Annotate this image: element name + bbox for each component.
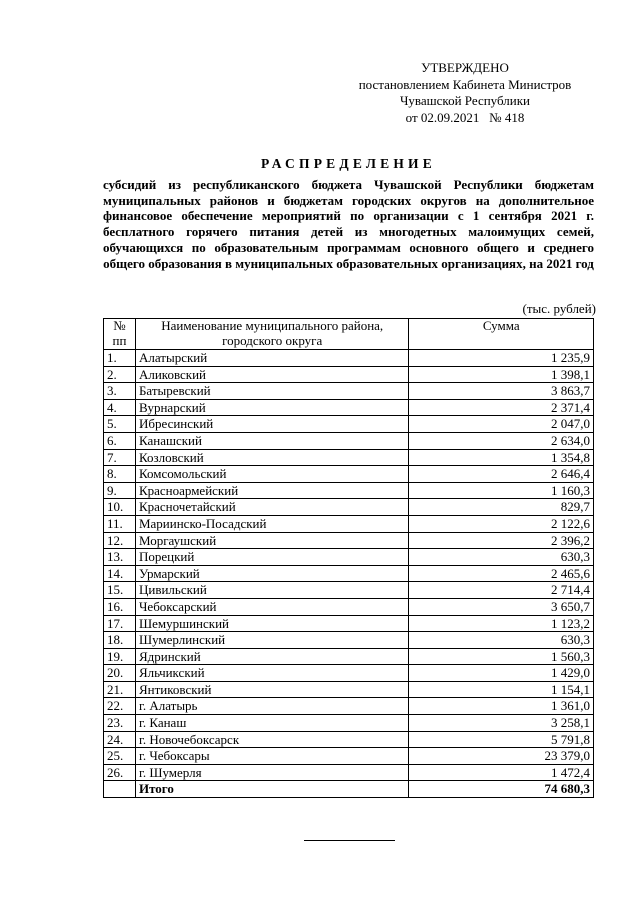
- row-number: 2.: [104, 366, 136, 383]
- table-row: [104, 715, 594, 732]
- approval-heading: УТВЕРЖДЕНО: [421, 60, 509, 75]
- total-sum: 74 680,3: [409, 781, 594, 798]
- row-number: 1.: [104, 350, 136, 367]
- row-sum: 2 371,4: [409, 399, 594, 416]
- row-number: 13.: [104, 549, 136, 566]
- row-sum: 1 354,8: [409, 449, 594, 466]
- document-subtitle: субсидий из республиканского бюджета Чувашской Республики бюджетам муниципальных районов и бюджетам городских округов на дополнительное финансовое обеспечение мероприятий по организации с 1 сентября 2021 г. бесплатного горячего питания детей из многодетных малоимущих семей, обучающихся по образовательным программам основного общего и среднего общего образования в муниципальных образовательных организациях, на 2021 год: [103, 177, 594, 271]
- document-heading: [103, 156, 594, 271]
- row-sum: 1 560,3: [409, 648, 594, 665]
- row-sum: 2 714,4: [409, 582, 594, 599]
- row-sum: 3 863,7: [409, 383, 594, 400]
- row-sum: 1 123,2: [409, 615, 594, 632]
- row-sum: 1 472,4: [409, 764, 594, 781]
- row-name: Яльчикский: [135, 665, 408, 682]
- row-name: г. Шумерля: [135, 764, 408, 781]
- table-row: [104, 648, 594, 665]
- row-name: Шемуршинский: [135, 615, 408, 632]
- row-sum: 1 398,1: [409, 366, 594, 383]
- row-sum: 23 379,0: [409, 748, 594, 765]
- row-number: 18.: [104, 632, 136, 649]
- table-row: [104, 764, 594, 781]
- row-name: Цивильский: [135, 582, 408, 599]
- table-header-row: [104, 319, 594, 350]
- header-name: Наименование муниципального района, городского округа: [135, 319, 408, 350]
- row-name: г. Алатырь: [135, 698, 408, 715]
- row-number: 14.: [104, 565, 136, 582]
- row-sum: 2 122,6: [409, 515, 594, 532]
- row-name: Ибресинский: [135, 416, 408, 433]
- table-row: [104, 383, 594, 400]
- row-sum: 5 791,8: [409, 731, 594, 748]
- table-row: [104, 432, 594, 449]
- row-sum: 1 235,9: [409, 350, 594, 367]
- row-number: 11.: [104, 515, 136, 532]
- row-sum: 1 429,0: [409, 665, 594, 682]
- units-note: (тыс. рублей): [522, 301, 596, 316]
- row-name: Мариинско-Посадский: [135, 515, 408, 532]
- table-row: [104, 665, 594, 682]
- row-number: 3.: [104, 383, 136, 400]
- row-number: 21.: [104, 681, 136, 698]
- row-number: 20.: [104, 665, 136, 682]
- table-row: [104, 731, 594, 748]
- table-row: [104, 698, 594, 715]
- row-name: Канашский: [135, 432, 408, 449]
- row-name: Алатырский: [135, 350, 408, 367]
- approval-stamp: [340, 60, 590, 126]
- row-sum: 1 154,1: [409, 681, 594, 698]
- table-row: [104, 598, 594, 615]
- table-row: [104, 532, 594, 549]
- row-sum: 1 160,3: [409, 482, 594, 499]
- row-sum: 829,7: [409, 499, 594, 516]
- row-name: г. Чебоксары: [135, 748, 408, 765]
- header-sum: Сумма: [409, 319, 594, 350]
- total-label: Итого: [135, 781, 408, 798]
- row-name: Шумерлинский: [135, 632, 408, 649]
- table-row: [104, 681, 594, 698]
- row-number: 5.: [104, 416, 136, 433]
- row-sum: 2 396,2: [409, 532, 594, 549]
- table-row: [104, 499, 594, 516]
- row-name: г. Новочебоксарск: [135, 731, 408, 748]
- row-sum: 630,3: [409, 632, 594, 649]
- table-total-row: [104, 781, 594, 798]
- row-sum: 2 634,0: [409, 432, 594, 449]
- document-title: РАСПРЕДЕЛЕНИЕ: [261, 156, 436, 171]
- row-name: Янтиковский: [135, 681, 408, 698]
- row-name: Вурнарский: [135, 399, 408, 416]
- table-row: [104, 482, 594, 499]
- row-sum: 2 465,6: [409, 565, 594, 582]
- row-number: 16.: [104, 598, 136, 615]
- row-number: 8.: [104, 466, 136, 483]
- row-name: Чебоксарский: [135, 598, 408, 615]
- row-number: 17.: [104, 615, 136, 632]
- row-number: 4.: [104, 399, 136, 416]
- table-row: [104, 748, 594, 765]
- total-number-empty: [104, 781, 136, 798]
- row-number: 7.: [104, 449, 136, 466]
- row-number: 19.: [104, 648, 136, 665]
- row-sum: 630,3: [409, 549, 594, 566]
- table-row: [104, 565, 594, 582]
- row-name: Аликовский: [135, 366, 408, 383]
- row-number: 6.: [104, 432, 136, 449]
- row-name: Ядринский: [135, 648, 408, 665]
- row-name: Красноармейский: [135, 482, 408, 499]
- table-row: [104, 582, 594, 599]
- table-row: [104, 632, 594, 649]
- distribution-table: [103, 318, 594, 798]
- approval-decree: постановлением Кабинета Министров: [358, 76, 572, 92]
- approval-date-number: от 02.09.2021 № 418: [405, 109, 525, 125]
- table-row: [104, 615, 594, 632]
- row-number: 22.: [104, 698, 136, 715]
- header-number: № пп: [104, 319, 136, 350]
- table-row: [104, 350, 594, 367]
- row-number: 26.: [104, 764, 136, 781]
- table-row: [104, 515, 594, 532]
- row-sum: 3 258,1: [409, 715, 594, 732]
- row-number: 10.: [104, 499, 136, 516]
- row-name: Порецкий: [135, 549, 408, 566]
- approval-republic: Чувашской Республики: [399, 93, 531, 108]
- row-number: 12.: [104, 532, 136, 549]
- table-row: [104, 416, 594, 433]
- row-name: Комсомольский: [135, 466, 408, 483]
- row-sum: 2 646,4: [409, 466, 594, 483]
- row-number: 9.: [104, 482, 136, 499]
- row-number: 25.: [104, 748, 136, 765]
- row-name: Красночетайский: [135, 499, 408, 516]
- row-sum: 2 047,0: [409, 416, 594, 433]
- table-row: [104, 549, 594, 566]
- row-name: Батыревский: [135, 383, 408, 400]
- footer-divider: [304, 840, 395, 841]
- row-name: г. Канаш: [135, 715, 408, 732]
- row-number: 15.: [104, 582, 136, 599]
- row-sum: 3 650,7: [409, 598, 594, 615]
- table-row: [104, 449, 594, 466]
- table-row: [104, 366, 594, 383]
- row-name: Моргаушский: [135, 532, 408, 549]
- row-sum: 1 361,0: [409, 698, 594, 715]
- row-number: 23.: [104, 715, 136, 732]
- row-number: 24.: [104, 731, 136, 748]
- table-row: [104, 466, 594, 483]
- row-name: Козловский: [135, 449, 408, 466]
- row-name: Урмарский: [135, 565, 408, 582]
- table-row: [104, 399, 594, 416]
